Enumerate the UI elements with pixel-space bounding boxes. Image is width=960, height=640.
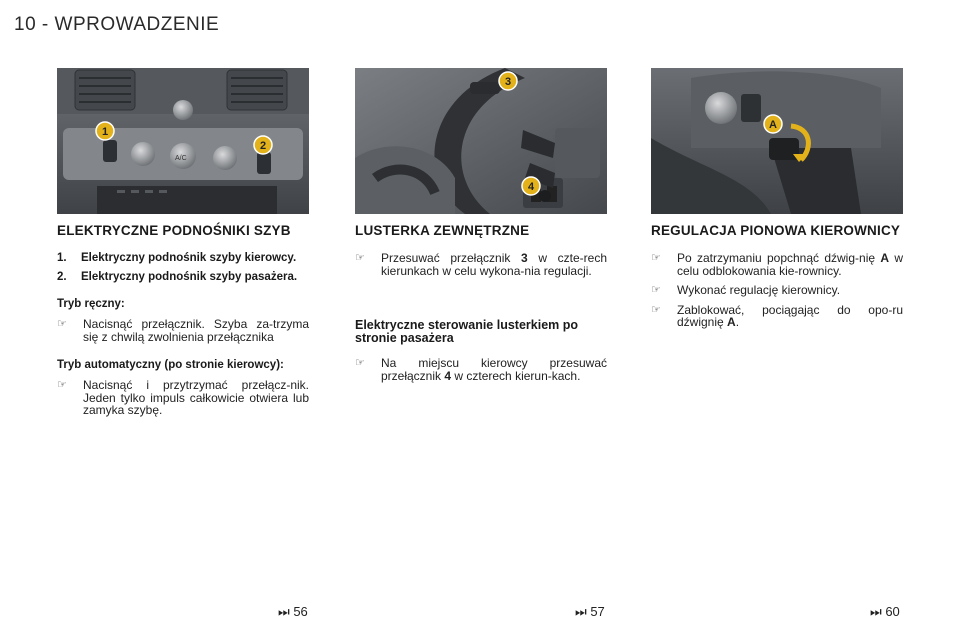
hand-pointer-icon: ☞	[57, 318, 67, 330]
page-reference[interactable]: ⏭ 56	[278, 604, 308, 619]
skip-forward-icon: ⏭	[278, 604, 290, 619]
hand-pointer-icon: ☞	[651, 303, 661, 316]
callout-2: 2	[260, 140, 267, 152]
instruction-bullet: ☞ Po zatrzymaniu popchnąć dźwig-nię A w celu odblokowania kie-rownicy.	[651, 251, 904, 278]
skip-forward-icon: ⏭	[575, 604, 587, 619]
instruction-bullet: ☞ Przesuwać przełącznik 3 w czte-rech kierunkach w celu wykona-nia regulacji.	[355, 251, 607, 278]
steering-lever-photo	[651, 68, 903, 214]
instruction-bullet: ☞ Wykonać regulację kierownicy.	[651, 283, 841, 297]
section-window-lifts	[57, 68, 309, 417]
callout-4: 4	[528, 181, 535, 193]
section-title: ELEKTRYCZNE PODNOŚNIKI SZYB	[57, 223, 291, 238]
subsection-title: Elektryczne sterowanie lusterkiem po stronie pasażera	[355, 318, 579, 345]
callout-a: A	[769, 119, 777, 131]
list-item: 2. Elektryczny podnośnik szyby pasażera.	[57, 271, 298, 283]
manual-mode-label: Tryb ręczny:	[57, 298, 125, 310]
list-item: 1. Elektryczny podnośnik szyby kierowcy.	[57, 252, 297, 264]
callout-1: 1	[102, 126, 109, 138]
callout-3: 3	[505, 76, 512, 88]
switch-list	[57, 252, 309, 284]
skip-forward-icon: ⏭	[870, 604, 882, 619]
instruction-bullet: ☞ Nacisnąć i przytrzymać przełącz-nik. Jeden tylko impuls całkowicie otwiera lub zamyka szybę.	[57, 378, 309, 417]
page-title: 10 - WPROWADZENIE	[14, 14, 220, 35]
page-reference[interactable]: ⏭ 57	[575, 604, 605, 619]
instruction-bullet: ☞ Zablokować, pociągając do opo-ru dźwignię A.	[651, 302, 903, 329]
hand-pointer-icon: ☞	[651, 252, 661, 264]
hand-pointer-icon: ☞	[355, 252, 365, 264]
window-switches-photo	[57, 68, 309, 214]
hand-pointer-icon: ☞	[57, 379, 67, 391]
section-title: LUSTERKA ZEWNĘTRZNE	[355, 223, 530, 238]
instruction-bullet: ☞ Na miejscu kierowcy przesuwać przełącznik 4 w czterech kierun-kach.	[355, 356, 607, 383]
section-steering-adjust	[651, 68, 903, 329]
ac-label: A/C	[175, 155, 187, 162]
instruction-bullet: ☞ Nacisnąć przełącznik. Szyba za-trzyma się z chwilą zwolnienia przełącznika	[57, 317, 309, 344]
section-title: REGULACJA PIONOWA KIEROWNICY	[651, 223, 901, 238]
auto-mode-label: Tryb automatyczny (po stronie kierowcy):	[57, 359, 284, 371]
steering-column-photo	[355, 68, 607, 214]
hand-pointer-icon: ☞	[355, 357, 365, 369]
section-mirrors	[355, 68, 607, 382]
hand-pointer-icon: ☞	[651, 284, 661, 296]
page-reference[interactable]: ⏭ 60	[870, 604, 900, 619]
